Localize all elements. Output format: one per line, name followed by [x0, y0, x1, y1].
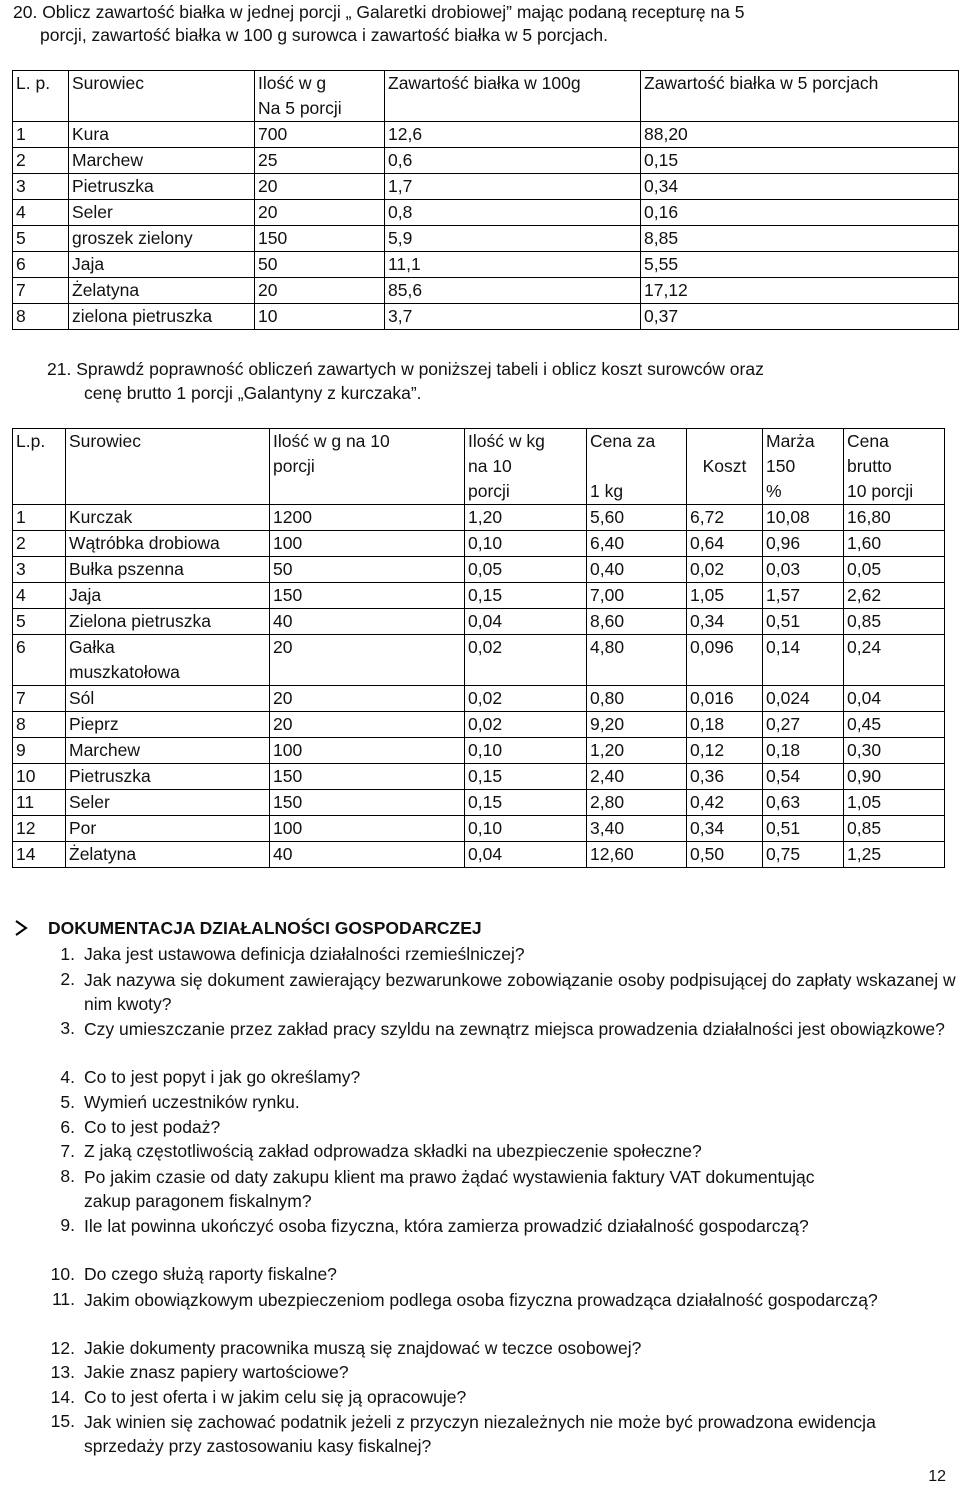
cell-lp: 7 — [13, 686, 66, 712]
cell-surowiec: Por — [66, 816, 270, 842]
cell-lp: 5 — [13, 226, 69, 252]
list-item-number: 15. — [50, 1411, 75, 1431]
cell-ilosc-g: 1200 — [270, 505, 465, 531]
cell-marza: 0,14 — [763, 635, 844, 686]
header-surowiec: Surowiec — [69, 71, 255, 122]
cell-lp: 8 — [13, 304, 69, 330]
header-cena-brutto-line-3: 10 porcji — [847, 481, 914, 501]
list-item-number: 4. — [60, 1067, 75, 1087]
cell-cena-brutto: 0,85 — [844, 816, 945, 842]
cell-ilosc-kg: 0,15 — [465, 790, 587, 816]
table-row — [13, 304, 959, 330]
table-row — [13, 200, 959, 226]
task-21-line-2: cenę brutto 1 porcji „Galantyny z kurczaka”. — [84, 383, 422, 403]
cell-ilosc-kg: 0,10 — [465, 816, 587, 842]
list-item-number: 13. — [50, 1362, 75, 1382]
list-item-text: Co to jest popyt i jak go określamy? — [84, 1067, 361, 1087]
cell-ilosc-kg: 0,10 — [465, 738, 587, 764]
task-21-line-1: 21. Sprawdź poprawność obliczeń zawartych w poniższej tabeli i oblicz koszt surowców oraz — [47, 359, 764, 379]
cell-bialko-5-porcji: 0,15 — [641, 148, 959, 174]
header-lp: L. p. — [13, 71, 69, 122]
cell-lp: 2 — [13, 148, 69, 174]
cell-bialko-100g: 3,7 — [385, 304, 641, 330]
cell-koszt: 0,64 — [687, 531, 763, 557]
cell-marza: 0,54 — [763, 764, 844, 790]
cell-ilosc-kg: 0,02 — [465, 712, 587, 738]
cell-cena: 0,40 — [587, 557, 687, 583]
cell-cena-brutto: 1,60 — [844, 531, 945, 557]
cell-koszt: 0,12 — [687, 738, 763, 764]
cell-koszt: 0,096 — [687, 635, 763, 686]
cell-ilosc-g: 20 — [270, 712, 465, 738]
cell-cena: 9,20 — [587, 712, 687, 738]
cell-ilosc: 10 — [255, 304, 385, 330]
table-row — [13, 252, 959, 278]
cell-bialko-100g: 5,9 — [385, 226, 641, 252]
cell-bialko-5-porcji: 88,20 — [641, 122, 959, 148]
list-item-text: Ile lat powinna ukończyć osoba fizyczna, która zamierza prowadzić działalność gospodarczą? — [84, 1216, 809, 1236]
cell-marza: 1,57 — [763, 583, 844, 609]
table-row — [13, 174, 959, 200]
header-marza-line-3: % — [766, 481, 782, 501]
cell-surowiec: Seler — [66, 790, 270, 816]
cell-surowiec: Jaja — [69, 252, 255, 278]
list-item-text: Wymień uczestników rynku. — [84, 1092, 300, 1112]
cell-marza: 0,75 — [763, 842, 844, 868]
header-cena-line-1: Cena za — [590, 431, 656, 451]
header-ilosc-kg-line-1: Ilość w kg — [468, 431, 545, 451]
cell-koszt: 6,72 — [687, 505, 763, 531]
cell-ilosc-g: 150 — [270, 790, 465, 816]
list-item-text: Po jakim czasie od daty zakupu klient ma prawo żądać wystawienia faktury VAT dokumentując zakup paragonem fiskalnym? — [84, 1167, 815, 1211]
list-item-number: 5. — [60, 1092, 75, 1112]
section-title: DOKUMENTACJA DZIAŁALNOŚCI GOSPODARCZEJ — [48, 918, 482, 938]
cell-bialko-5-porcji: 5,55 — [641, 252, 959, 278]
table-row — [13, 816, 945, 842]
cell-cena: 0,80 — [587, 686, 687, 712]
cell-cena-brutto: 2,62 — [844, 583, 945, 609]
header-marza-line-2: 150 — [766, 456, 796, 476]
cell-ilosc-g: 20 — [270, 635, 465, 686]
cell-ilosc: 20 — [255, 278, 385, 304]
cell-surowiec: Jaja — [66, 583, 270, 609]
list-item-number: 2. — [60, 969, 75, 989]
cell-bialko-5-porcji: 17,12 — [641, 278, 959, 304]
cell-marza: 0,51 — [763, 609, 844, 635]
cell-ilosc-g: 20 — [270, 686, 465, 712]
cell-ilosc-kg: 0,02 — [465, 635, 587, 686]
cell-cena-brutto: 1,25 — [844, 842, 945, 868]
cell-cena: 8,60 — [587, 609, 687, 635]
cell-bialko-5-porcji: 0,16 — [641, 200, 959, 226]
page-number: 12 — [928, 1468, 946, 1485]
table-row — [13, 686, 945, 712]
cell-ilosc-kg: 0,10 — [465, 531, 587, 557]
header-ilosc — [255, 71, 385, 122]
cell-cena: 3,40 — [587, 816, 687, 842]
cell-lp: 9 — [13, 738, 66, 764]
cell-cena-brutto: 16,80 — [844, 505, 945, 531]
list-item-number: 6. — [60, 1117, 75, 1137]
list-item-text: Jakie znasz papiery wartościowe? — [84, 1362, 349, 1382]
list-item-text: Jaka jest ustawowa definicja działalności rzemieślniczej? — [84, 944, 525, 964]
cell-surowiec — [66, 635, 270, 686]
cell-lp: 1 — [13, 122, 69, 148]
header-ilosc-line-2: Na 5 porcji — [258, 98, 342, 118]
cell-surowiec: Kurczak — [66, 505, 270, 531]
cell-lp: 5 — [13, 609, 66, 635]
cell-ilosc-g: 40 — [270, 609, 465, 635]
cell-bialko-100g: 0,6 — [385, 148, 641, 174]
list-item-text: Do czego służą raporty fiskalne? — [84, 1264, 337, 1284]
list-item-number: 10. — [50, 1264, 75, 1284]
cell-surowiec: Żelatyna — [69, 278, 255, 304]
table-row — [13, 842, 945, 868]
list-item-number: 14. — [50, 1387, 75, 1407]
cell-ilosc-kg: 0,02 — [465, 686, 587, 712]
cell-surowiec: Wątróbka drobiowa — [66, 531, 270, 557]
cost-table-header — [13, 429, 945, 505]
cell-koszt: 0,34 — [687, 609, 763, 635]
cell-cena-brutto: 0,05 — [844, 557, 945, 583]
cell-surowiec: Marchew — [66, 738, 270, 764]
list-item-number: 7. — [60, 1141, 75, 1161]
cell-cena-brutto: 0,45 — [844, 712, 945, 738]
cell-ilosc: 700 — [255, 122, 385, 148]
header-bialko-5-porcji: Zawartość białka w 5 porcjach — [641, 71, 959, 122]
cell-marza: 0,03 — [763, 557, 844, 583]
cell-koszt: 0,02 — [687, 557, 763, 583]
cell-ilosc-g: 150 — [270, 583, 465, 609]
cell-surowiec: Żelatyna — [66, 842, 270, 868]
cell-ilosc: 20 — [255, 174, 385, 200]
list-item-text: Jakie dokumenty pracownika muszą się znajdować w teczce osobowej? — [84, 1338, 642, 1358]
list-item-number: 3. — [60, 1018, 75, 1038]
table-row — [13, 505, 945, 531]
cell-cena-brutto: 0,90 — [844, 764, 945, 790]
table-row — [13, 583, 945, 609]
cell-ilosc: 25 — [255, 148, 385, 174]
cell-cena: 6,40 — [587, 531, 687, 557]
cell-koszt: 0,34 — [687, 816, 763, 842]
list-item-text: Co to jest oferta i w jakim celu się ją opracowuje? — [84, 1387, 467, 1407]
list-item-text: Z jaką częstotliwością zakład odprowadza składki na ubezpieczenie społeczne? — [84, 1141, 702, 1161]
cell-ilosc-g: 50 — [270, 557, 465, 583]
header-ilosc-line-1: Ilość w g — [258, 73, 327, 93]
cell-ilosc-g: 100 — [270, 531, 465, 557]
cost-table — [12, 428, 945, 868]
cell-koszt: 0,18 — [687, 712, 763, 738]
header-marza-line-1: Marża — [766, 431, 815, 451]
cell-koszt: 0,42 — [687, 790, 763, 816]
header-marza — [763, 429, 844, 505]
cell-bialko-100g: 12,6 — [385, 122, 641, 148]
cell-lp: 11 — [13, 790, 66, 816]
cell-marza: 0,18 — [763, 738, 844, 764]
cell-ilosc-g: 150 — [270, 764, 465, 790]
cell-bialko-100g: 0,8 — [385, 200, 641, 226]
cell-marza: 0,51 — [763, 816, 844, 842]
cell-ilosc-kg: 0,04 — [465, 842, 587, 868]
cell-lp: 4 — [13, 583, 66, 609]
header-ilosc-g — [270, 429, 465, 505]
header-ilosc-g-line-2: porcji — [273, 456, 315, 476]
cell-surowiec-line-2: muszkatołowa — [69, 662, 180, 682]
cell-ilosc-kg: 0,04 — [465, 609, 587, 635]
cell-lp: 8 — [13, 712, 66, 738]
table-row — [13, 531, 945, 557]
cell-ilosc-g: 40 — [270, 842, 465, 868]
cell-surowiec: Bułka pszenna — [66, 557, 270, 583]
cell-koszt: 0,50 — [687, 842, 763, 868]
cell-cena: 7,00 — [587, 583, 687, 609]
cell-lp: 12 — [13, 816, 66, 842]
cell-bialko-5-porcji: 0,34 — [641, 174, 959, 200]
list-item-text: Co to jest podaż? — [84, 1117, 221, 1137]
cell-lp: 3 — [13, 557, 66, 583]
cell-koszt: 0,36 — [687, 764, 763, 790]
cell-surowiec: Sól — [66, 686, 270, 712]
cell-bialko-5-porcji: 8,85 — [641, 226, 959, 252]
cell-surowiec: groszek zielony — [69, 226, 255, 252]
cell-ilosc-g: 100 — [270, 816, 465, 842]
cell-marza: 10,08 — [763, 505, 844, 531]
table-row — [13, 635, 945, 686]
list-item-text: Jak nazywa się dokument zawierający bezwarunkowe zobowiązanie osoby podpisującej do zapłaty wskazanej w nim kwoty? — [84, 970, 956, 1014]
protein-table — [12, 70, 959, 330]
cell-bialko-100g: 85,6 — [385, 278, 641, 304]
cell-ilosc-kg: 1,20 — [465, 505, 587, 531]
list-item-number: 8. — [60, 1166, 75, 1186]
cell-ilosc: 50 — [255, 252, 385, 278]
cell-marza: 0,27 — [763, 712, 844, 738]
cell-bialko-100g: 11,1 — [385, 252, 641, 278]
cell-cena: 4,80 — [587, 635, 687, 686]
header-ilosc-kg-line-3: porcji — [468, 481, 510, 501]
header-lp: L.p. — [13, 429, 66, 505]
header-surowiec: Surowiec — [66, 429, 270, 505]
cell-lp: 2 — [13, 531, 66, 557]
cell-cena-brutto: 0,30 — [844, 738, 945, 764]
cell-cena: 2,80 — [587, 790, 687, 816]
cell-koszt: 1,05 — [687, 583, 763, 609]
table-row — [13, 790, 945, 816]
cell-koszt: 0,016 — [687, 686, 763, 712]
cell-surowiec: Kura — [69, 122, 255, 148]
cell-cena: 12,60 — [587, 842, 687, 868]
cell-surowiec: Pietruszka — [66, 764, 270, 790]
cell-surowiec: Pieprz — [66, 712, 270, 738]
arrow-bullet-icon — [13, 919, 29, 942]
cell-surowiec-line-1: Gałka — [69, 637, 115, 657]
header-cena-brutto — [844, 429, 945, 505]
cell-ilosc-g: 100 — [270, 738, 465, 764]
list-item-number: 12. — [50, 1338, 75, 1358]
cell-bialko-5-porcji: 0,37 — [641, 304, 959, 330]
header-cena — [587, 429, 687, 505]
cell-surowiec: zielona pietruszka — [69, 304, 255, 330]
table-row — [13, 148, 959, 174]
cell-lp: 14 — [13, 842, 66, 868]
table-row — [13, 122, 959, 148]
cell-lp: 3 — [13, 174, 69, 200]
cell-lp: 4 — [13, 200, 69, 226]
cell-cena-brutto: 1,05 — [844, 790, 945, 816]
table-row — [13, 278, 959, 304]
list-item-number: 1. — [60, 944, 75, 964]
cell-ilosc-kg: 0,15 — [465, 583, 587, 609]
cell-ilosc-kg: 0,05 — [465, 557, 587, 583]
cell-cena: 5,60 — [587, 505, 687, 531]
list-item-text: Czy umieszczanie przez zakład pracy szyldu na zewnątrz miejsca prowadzenia działalności jest obowiązkowe? — [84, 1019, 945, 1039]
cell-lp: 6 — [13, 252, 69, 278]
table-row — [13, 712, 945, 738]
task-20-line-2: porcji, zawartość białka w 100 g surowca i zawartość białka w 5 porcjach. — [40, 25, 609, 45]
cell-ilosc: 150 — [255, 226, 385, 252]
cell-lp: 6 — [13, 635, 66, 686]
header-cena-brutto-line-1: Cena — [847, 431, 889, 451]
header-cena-line-2: 1 kg — [590, 481, 624, 501]
list-item-number: 9. — [60, 1215, 75, 1235]
table-row — [13, 764, 945, 790]
table-row — [13, 557, 945, 583]
cell-surowiec: Pietruszka — [69, 174, 255, 200]
cell-surowiec: Marchew — [69, 148, 255, 174]
table-row — [13, 226, 959, 252]
header-ilosc-kg-line-2: na 10 — [468, 456, 512, 476]
header-cena-brutto-line-2: brutto — [847, 456, 892, 476]
cell-cena: 2,40 — [587, 764, 687, 790]
task-20-line-1: 20. Oblicz zawartość białka w jednej porcji „ Galaretki drobiowej” mając podaną recepturę na 5 — [13, 2, 745, 22]
cell-lp: 1 — [13, 505, 66, 531]
cell-marza: 0,024 — [763, 686, 844, 712]
header-koszt: Koszt — [687, 429, 763, 505]
table-row — [13, 738, 945, 764]
protein-table-header — [13, 71, 959, 122]
cell-marza: 0,63 — [763, 790, 844, 816]
header-ilosc-kg — [465, 429, 587, 505]
cell-surowiec: Seler — [69, 200, 255, 226]
cell-bialko-100g: 1,7 — [385, 174, 641, 200]
header-ilosc-g-line-1: Ilość w g na 10 — [273, 431, 390, 451]
table-row — [13, 609, 945, 635]
list-item-number: 11. — [51, 1289, 75, 1309]
cell-cena-brutto: 0,85 — [844, 609, 945, 635]
cell-marza: 0,96 — [763, 531, 844, 557]
cell-ilosc-kg: 0,15 — [465, 764, 587, 790]
cell-ilosc: 20 — [255, 200, 385, 226]
list-item-text: Jak winien się zachować podatnik jeżeli z przyczyn niezależnych nie może być prowadzona ewidencja sprzedaży przy zastosowaniu kasy fiskalnej? — [84, 1412, 876, 1456]
cell-lp: 10 — [13, 764, 66, 790]
header-bialko-100g: Zawartość białka w 100g — [385, 71, 641, 122]
cell-cena: 1,20 — [587, 738, 687, 764]
list-item-text: Jakim obowiązkowym ubezpieczeniom podlega osoba fizyczna prowadząca działalność gospodarczą? — [84, 1290, 878, 1310]
cell-lp: 7 — [13, 278, 69, 304]
cell-cena-brutto: 0,04 — [844, 686, 945, 712]
cell-surowiec: Zielona pietruszka — [66, 609, 270, 635]
cell-cena-brutto: 0,24 — [844, 635, 945, 686]
